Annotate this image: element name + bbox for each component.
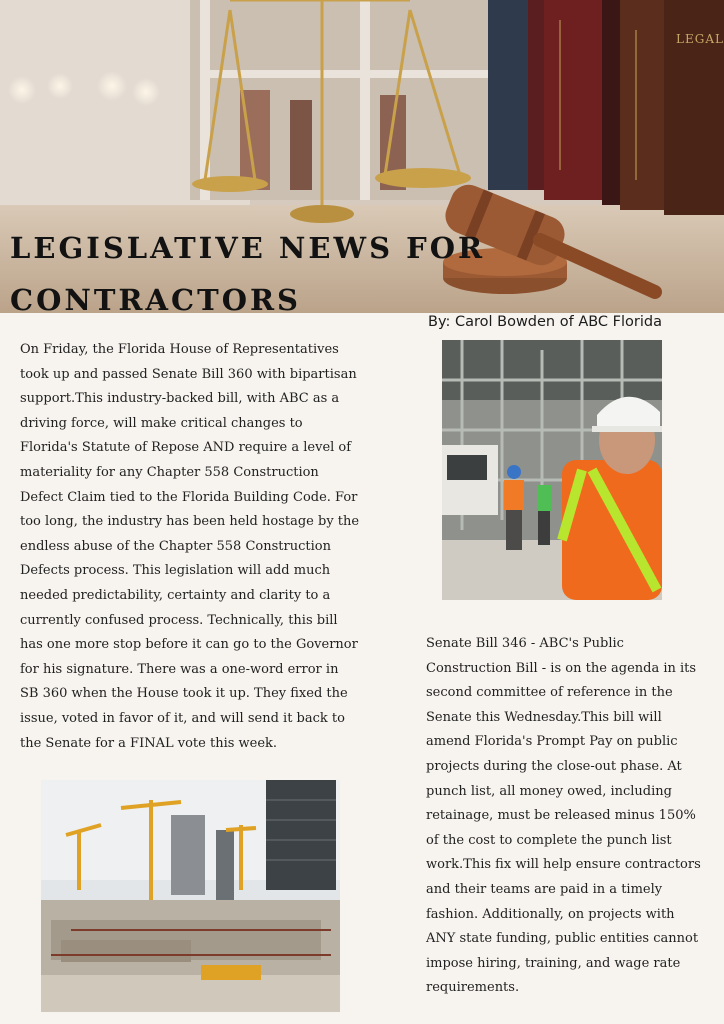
article-left-paragraph: On Friday, the Florida House of Representatives took up and passed Senate Bill 360 with bipartisan support.This industry-backed bill, with ABC as a driving force, will make critical changes to Florida's Statute of Repose AND require a level of materiality for any Chapter 558 Construction Defect Claim tied to the Florida Building Code. For too long, the industry has been held hostage by the endless abuse of the Chapter 558 Construction Defects process. This legislation will add much needed predictability, certainty and clarity to a currently confused process. Technically, this bill has one more stop before it can go to the Governor for his signature. There was a one-word error in SB 360 when the House took it up. They fixed the issue, voted in favor of it, and will send it back to the Senate for a FINAL vote this week.: [20, 342, 360, 751]
page-title: [10, 222, 485, 313]
header-hero: [0, 0, 724, 313]
article-right-paragraph: Senate Bill 346 - ABC's Public Construction Bill - is on the agenda in its second committee of reference in the Senate this Wednesday.This bill will amend Florida's Prompt Pay on public projects during the close-out phase. At punch list, all money owed, including retainage, must be released minus 150% of the cost to complete the punch list work.This fix will help ensure contractors and their teams are paid in a timely fashion. Additionally, on projects with ANY state funding, public entities cannot impose hiring, training, and wage rate requirements.: [426, 636, 701, 996]
construction-worker-photo: [442, 340, 662, 600]
page-title-line-2: CONTRACTORS: [10, 283, 301, 313]
legal-book-label: LEGAL: [676, 32, 724, 46]
author-byline: By: Carol Bowden of ABC Florida: [428, 314, 662, 330]
construction-site-photo: [41, 780, 340, 1012]
page-title-line-1: LEGISLATIVE NEWS FOR: [10, 231, 486, 265]
